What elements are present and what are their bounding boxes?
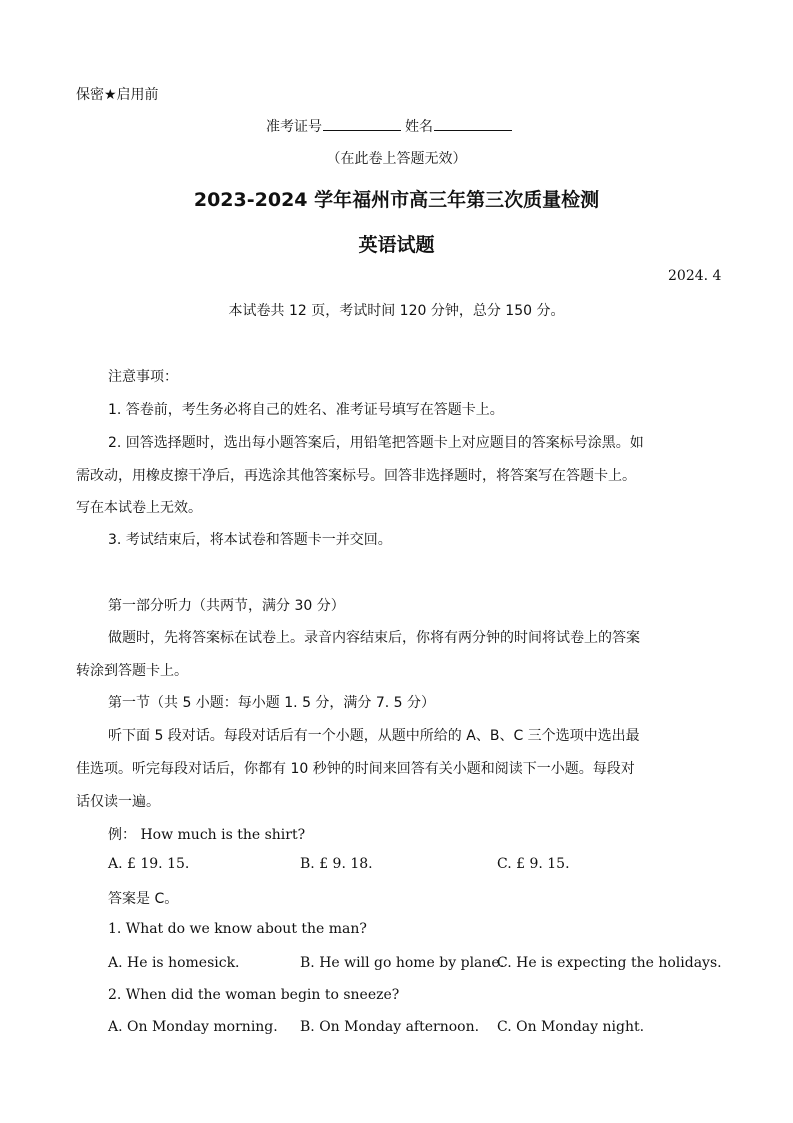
confidential-label: 保密★启用前 xyxy=(76,87,159,103)
notes-item-2-line-2: 需改动，用橡皮擦干净后，再选涂其他答案标号。回答非选择题时，将答案写在答题卡上。 xyxy=(76,468,636,484)
part1-heading: 第一部分听力（共两节，满分 30 分） xyxy=(108,598,345,614)
part1-instruction-line-1: 做题时，先将答案标在试卷上。录音内容结束后，你将有两分钟的时间将试卷上的答案 xyxy=(108,630,640,646)
example-option-a: A. £ 19. 15. xyxy=(108,856,190,872)
name-blank xyxy=(434,117,512,131)
invalid-note: （在此卷上答题无效） xyxy=(326,151,467,167)
notes-item-2-line-1: 2. 回答选择题时，选出每小题答案后，用铅笔把答题卡上对应题目的答案标号涂黑。如 xyxy=(108,435,644,451)
question-2-option-a: A. On Monday morning. xyxy=(108,1019,278,1035)
notes-item-1: 1. 答卷前，考生务必将自己的姓名、准考证号填写在答题卡上。 xyxy=(108,402,504,418)
example-option-c: C. £ 9. 15. xyxy=(497,856,570,872)
subject-title: 英语试题 xyxy=(358,234,435,256)
exam-info-line xyxy=(266,116,516,136)
notes-item-3: 3. 考试结束后，将本试卷和答题卡一并交回。 xyxy=(108,532,392,548)
exam-date: 2024. 4 xyxy=(668,268,722,284)
section1-instruction-line-3: 话仅读一遍。 xyxy=(76,794,160,810)
question-1-option-a: A. He is homesick. xyxy=(108,955,240,971)
question-2-option-c: C. On Monday night. xyxy=(497,1019,645,1035)
part1-instruction-line-2: 转涂到答题卡上。 xyxy=(76,663,188,679)
section1-heading: 第一节（共 5 小题：每小题 1. 5 分，满分 7. 5 分） xyxy=(108,695,436,711)
exam-info: 本试卷共 12 页，考试时间 120 分钟，总分 150 分。 xyxy=(228,303,565,319)
question-1-option-c: C. He is expecting the holidays. xyxy=(497,955,722,971)
exam-title: 2023-2024 学年福州市高三年第三次质量检测 xyxy=(193,189,600,211)
notes-heading: 注意事项： xyxy=(108,369,178,385)
section1-instruction-line-2: 佳选项。听完每段对话后，你都有 10 秒钟的时间来回答有关小题和阅读下一小题。每段对 xyxy=(76,761,635,777)
notes-item-2-line-3: 写在本试卷上无效。 xyxy=(76,500,202,516)
name-label: 姓名 xyxy=(405,119,433,135)
section1-instruction-line-1: 听下面 5 段对话。每段对话后有一个小题，从题中所给的 A、B、C 三个选项中选出最 xyxy=(108,728,640,744)
example-prompt: 例： How much is the shirt? xyxy=(108,827,306,843)
question-2-stem: 2. When did the woman begin to sneeze? xyxy=(108,987,400,1003)
exam-id-blank xyxy=(323,117,401,131)
question-2-option-b: B. On Monday afternoon. xyxy=(300,1019,480,1035)
question-1-stem: 1. What do we know about the man? xyxy=(108,921,367,937)
example-option-b: B. £ 9. 18. xyxy=(300,856,373,872)
question-1-option-b: B. He will go home by plane. xyxy=(300,955,505,971)
exam-id-label: 准考证号 xyxy=(266,119,322,135)
example-answer: 答案是 C。 xyxy=(108,891,179,907)
